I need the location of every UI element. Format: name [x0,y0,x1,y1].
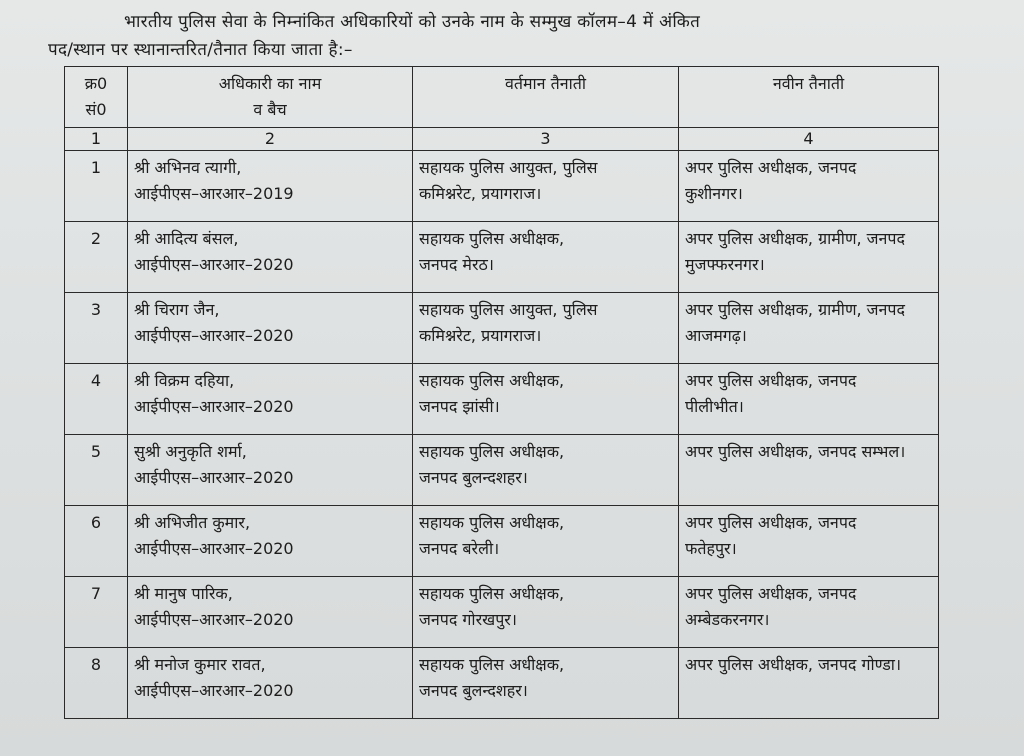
table-row [65,364,939,435]
current-posting-line-1: सहायक पुलिस अधीक्षक, [419,513,565,532]
officer-name: श्री अभिजीत कुमार, [134,513,251,532]
header-officer-name: अधिकारी का नाम व बैच [128,67,413,128]
new-posting-line-1: अपर पुलिस अधीक्षक, जनपद सम्भल। [685,442,906,461]
officer-name: श्री मानुष पारिक, [134,584,233,603]
table-body [65,151,939,719]
header-current-posting: वर्तमान तैनाती [413,67,679,128]
current-posting-line-2: जनपद झांसी। [419,397,500,416]
officer-name: सुश्री अनुकृति शर्मा, [134,442,247,461]
column-number-row [65,128,939,151]
officer-batch: आईपीएस–आरआर–2019 [134,184,294,203]
serial-number: 2 [65,222,128,293]
serial-number: 4 [65,364,128,435]
officer-batch: आईपीएस–आरआर–2020 [134,397,294,416]
new-posting-cell [679,364,939,435]
new-posting-line-1: अपर पुलिस अधीक्षक, जनपद [685,584,857,603]
column-number: 1 [65,128,128,151]
current-posting-line-1: सहायक पुलिस आयुक्त, पुलिस [419,300,598,319]
table-row [65,435,939,506]
current-posting-cell [413,293,679,364]
officer-cell [128,222,413,293]
transfer-table [64,66,939,719]
new-posting-cell [679,435,939,506]
current-posting-line-1: सहायक पुलिस अधीक्षक, [419,442,565,461]
new-posting-cell [679,293,939,364]
officer-name: श्री विक्रम दहिया, [134,371,235,390]
current-posting-cell [413,577,679,648]
current-posting-line-2: कमिश्नरेट, प्रयागराज। [419,326,542,345]
officer-cell [128,151,413,222]
current-posting-cell [413,151,679,222]
current-posting-line-1: सहायक पुलिस अधीक्षक, [419,584,565,603]
officer-batch: आईपीएस–आरआर–2020 [134,468,294,487]
current-posting-line-1: सहायक पुलिस अधीक्षक, [419,371,565,390]
table-row [65,577,939,648]
current-posting-line-1: सहायक पुलिस आयुक्त, पुलिस [419,158,598,177]
intro-line-1: भारतीय पुलिस सेवा के निम्नांकित अधिकारियों को उनके नाम के सम्मुख कॉलम–4 में अंकित [124,12,701,32]
officer-name: श्री आदित्य बंसल, [134,229,239,248]
current-posting-cell [413,435,679,506]
officer-cell [128,435,413,506]
current-posting-line-2: जनपद बरेली। [419,539,500,558]
new-posting-line-1: अपर पुलिस अधीक्षक, जनपद [685,158,857,177]
current-posting-line-2: जनपद बुलन्दशहर। [419,681,528,700]
new-posting-line-1: अपर पुलिस अधीक्षक, ग्रामीण, जनपद [685,300,906,319]
serial-number: 5 [65,435,128,506]
header-serial: क्र0 सं0 [65,67,128,128]
officer-batch: आईपीएस–आरआर–2020 [134,610,294,629]
table-row [65,293,939,364]
current-posting-cell [413,648,679,719]
table-row [65,222,939,293]
serial-number: 1 [65,151,128,222]
officer-batch: आईपीएस–आरआर–2020 [134,681,294,700]
new-posting-cell [679,506,939,577]
officer-cell [128,293,413,364]
officer-batch: आईपीएस–आरआर–2020 [134,255,294,274]
serial-number: 7 [65,577,128,648]
new-posting-line-2: कुशीनगर। [685,184,743,203]
table-header-row [65,67,939,128]
new-posting-cell [679,577,939,648]
current-posting-cell [413,222,679,293]
new-posting-line-2: आजमगढ़। [685,326,747,345]
serial-number: 6 [65,506,128,577]
new-posting-line-1: अपर पुलिस अधीक्षक, जनपद [685,371,857,390]
current-posting-line-2: जनपद मेरठ। [419,255,494,274]
officer-batch: आईपीएस–आरआर–2020 [134,326,294,345]
officer-cell [128,364,413,435]
current-posting-line-2: जनपद बुलन्दशहर। [419,468,528,487]
new-posting-cell [679,222,939,293]
new-posting-line-1: अपर पुलिस अधीक्षक, ग्रामीण, जनपद [685,229,906,248]
new-posting-cell [679,648,939,719]
officer-cell [128,506,413,577]
serial-number: 8 [65,648,128,719]
current-posting-line-1: सहायक पुलिस अधीक्षक, [419,229,565,248]
table-row [65,506,939,577]
new-posting-line-2: मुजफ्फरनगर। [685,255,765,274]
current-posting-cell [413,506,679,577]
officer-name: श्री अभिनव त्यागी, [134,158,242,177]
officer-cell [128,577,413,648]
officer-name: श्री मनोज कुमार रावत, [134,655,266,674]
current-posting-line-2: जनपद गोरखपुर। [419,610,517,629]
officer-cell [128,648,413,719]
officer-name: श्री चिराग जैन, [134,300,220,319]
current-posting-line-2: कमिश्नरेट, प्रयागराज। [419,184,542,203]
column-number: 3 [413,128,679,151]
table-row [65,151,939,222]
table-row [65,648,939,719]
new-posting-line-1: अपर पुलिस अधीक्षक, जनपद [685,513,857,532]
intro-paragraph [48,8,988,64]
new-posting-cell [679,151,939,222]
intro-line-2: पद/स्थान पर स्थानान्तरित/तैनात किया जाता है:– [48,40,353,60]
new-posting-line-2: पीलीभीत। [685,397,744,416]
serial-number: 3 [65,293,128,364]
column-number: 2 [128,128,413,151]
officer-batch: आईपीएस–आरआर–2020 [134,539,294,558]
current-posting-cell [413,364,679,435]
new-posting-line-2: अम्बेडकरनगर। [685,610,770,629]
new-posting-line-1: अपर पुलिस अधीक्षक, जनपद गोण्डा। [685,655,902,674]
column-number: 4 [679,128,939,151]
new-posting-line-2: फतेहपुर। [685,539,737,558]
current-posting-line-1: सहायक पुलिस अधीक्षक, [419,655,565,674]
header-new-posting: नवीन तैनाती [679,67,939,128]
